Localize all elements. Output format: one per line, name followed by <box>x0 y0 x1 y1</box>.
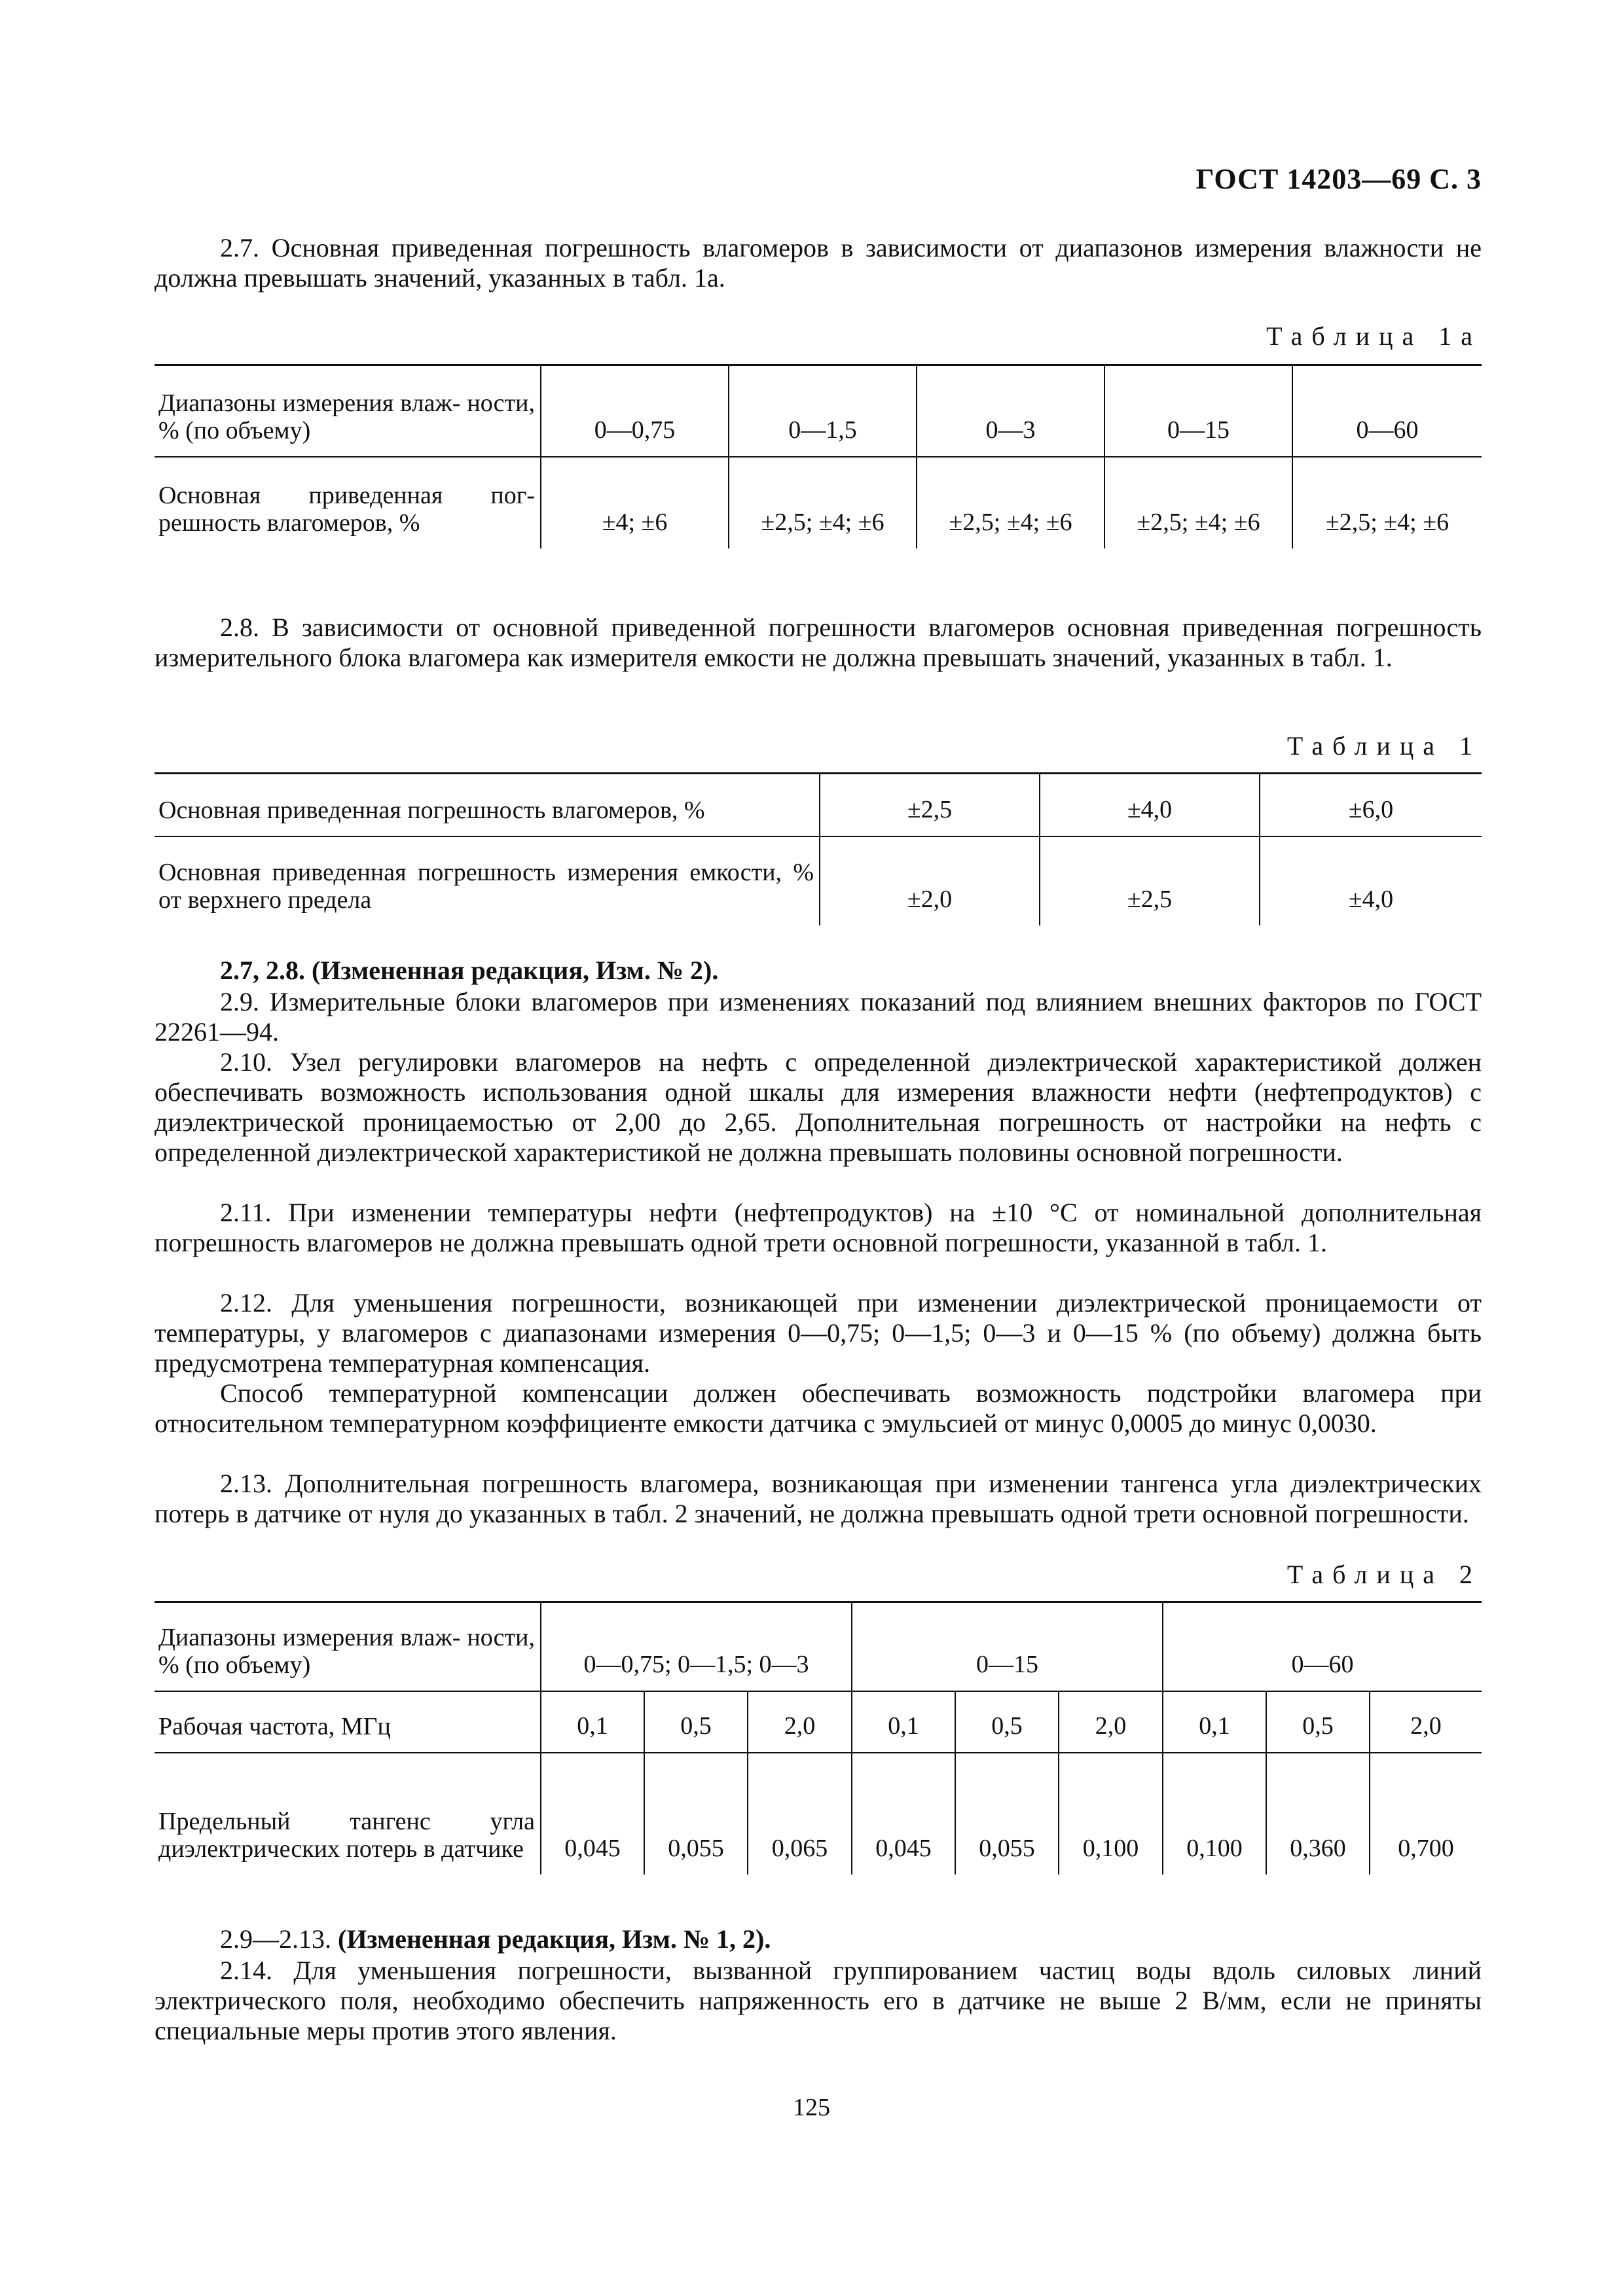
table-2 <box>155 1601 1482 1874</box>
table-cell: 0,100 <box>1059 1753 1163 1874</box>
table-1a-label: Таблица 1а <box>1266 321 1482 351</box>
table-cell: ±4,0 <box>1260 836 1482 925</box>
table-1a <box>155 364 1482 548</box>
table-cell: ±2,5; ±4; ±6 <box>917 457 1104 548</box>
table-2-row3-label: Предельный тангенс угла диэлектрических потерь в датчике <box>155 1753 541 1874</box>
paragraph-2-12: 2.12. Для уменьшения погрешности, возникающей при изменении диэлектрической проницаемости от температуры, у влагомеров с диапазонами измерения 0—0,75; 0—1,5; 0—3 и 0—15 % (по объему) должна быть предусмотрена температурная компенсация. <box>155 1288 1482 1378</box>
table-cell: 0,100 <box>1163 1753 1266 1874</box>
table-cell: 0—3 <box>917 365 1104 457</box>
table-row <box>155 836 1482 925</box>
table-row <box>155 1691 1482 1753</box>
table-cell: 0,5 <box>644 1691 748 1753</box>
table-cell: 0,045 <box>541 1753 644 1874</box>
paragraph-2-11: 2.11. При изменении температуры нефти (нефтепродуктов) на ±10 °С от номинальной дополнительная погрешность влагомеров не должна превышать одной трети основной погрешности, указанной в табл. 1. <box>155 1198 1482 1257</box>
edition-note-2 <box>155 1924 1482 1954</box>
table-row <box>155 1753 1482 1874</box>
table-cell: 0—15 <box>1104 365 1292 457</box>
table-cell: ±2,5; ±4; ±6 <box>729 457 917 548</box>
table-2-row2-label: Рабочая частота, МГц <box>155 1691 541 1753</box>
table-cell: 2,0 <box>1370 1691 1482 1753</box>
table-cell: ±2,5; ±4; ±6 <box>1292 457 1482 548</box>
page-header: ГОСТ 14203—69 С. 3 <box>1195 163 1482 195</box>
table-cell: 0—60 <box>1163 1602 1482 1691</box>
paragraph-2-10: 2.10. Узел регулировки влагомеров на нефть с определенной диэлектрической характеристикой должен обеспечивать возможность использования одной шкалы для измерения влажности нефти (нефтепродуктов) с диэлектрической проницаемостью от 2,00 до 2,65. Дополнительная погрешность от настройки на нефть с определенной диэлектрической характеристикой не должна превышать половины основной погрешности. <box>155 1047 1482 1167</box>
table-cell: ±2,0 <box>820 836 1040 925</box>
table-row <box>155 774 1482 836</box>
paragraph-2-8: 2.8. В зависимости от основной приведенной погрешности влагомеров основная приведенная погрешность измерительного блока влагомера как измерителя емкости не должна превышать значений, указанных в табл. 1. <box>155 613 1482 672</box>
table-row <box>155 365 1482 457</box>
paragraph-2-7: 2.7. Основная приведенная погрешность влагомеров в зависимости от диапазонов измерения влажности не должна превышать значений, указанных в табл. 1а. <box>155 233 1482 293</box>
table-cell: ±6,0 <box>1260 774 1482 836</box>
table-cell: 0,360 <box>1266 1753 1370 1874</box>
table-1a-row1-label: Диапазоны измерения влаж- ности, % (по объему) <box>155 365 541 457</box>
table-cell: 0,1 <box>541 1691 644 1753</box>
edition-note-2-text: (Измененная редакция, Изм. № 1, 2). <box>338 1924 771 1954</box>
table-cell: ±4,0 <box>1040 774 1260 836</box>
paragraph-2-9: 2.9. Измерительные блоки влагомеров при изменениях показаний под влиянием внешних факторов по ГОСТ 22261—94. <box>155 987 1482 1047</box>
table-cell: 0—1,5 <box>729 365 917 457</box>
table-1 <box>155 772 1482 925</box>
paragraph-2-12-method: Способ температурной компенсации должен обеспечивать возможность подстройки влагомера при относительном температурном коэффициенте емкости датчика с эмульсией от минус 0,0005 до минус 0,0030. <box>155 1378 1482 1438</box>
table-cell: 0—60 <box>1292 365 1482 457</box>
table-1-row2-label: Основная приведенная погрешность измерения емкости, % от верхнего предела <box>155 836 820 925</box>
table-cell: 0,5 <box>1266 1691 1370 1753</box>
table-cell: ±4; ±6 <box>541 457 729 548</box>
table-row <box>155 1602 1482 1691</box>
table-cell: ±2,5 <box>820 774 1040 836</box>
table-cell: ±2,5; ±4; ±6 <box>1104 457 1292 548</box>
table-2-row1-label: Диапазоны измерения влаж- ности, % (по объему) <box>155 1602 541 1691</box>
table-cell: 0,700 <box>1370 1753 1482 1874</box>
table-cell: 2,0 <box>1059 1691 1163 1753</box>
table-row <box>155 457 1482 548</box>
table-1a-row2-label: Основная приведенная пог- решность влагомеров, % <box>155 457 541 548</box>
table-cell: 0—0,75 <box>541 365 729 457</box>
page-number: 125 <box>793 2094 830 2121</box>
table-cell: 2,0 <box>748 1691 852 1753</box>
table-1-label: Таблица 1 <box>1286 731 1482 761</box>
table-cell: ±2,5 <box>1040 836 1260 925</box>
table-cell: 0,5 <box>955 1691 1059 1753</box>
edition-note-2-number: 2.9—2.13. <box>220 1924 331 1954</box>
paragraph-2-14: 2.14. Для уменьшения погрешности, вызванной группированием частиц воды вдоль силовых линий электрического поля, необходимо обеспечить напряженность его в датчике не выше 2 В/мм, если не приняты специальные меры против этого явления. <box>155 1956 1482 2045</box>
edition-note-1: 2.7, 2.8. (Измененная редакция, Изм. № 2). <box>220 956 719 985</box>
table-cell: 0,065 <box>748 1753 852 1874</box>
table-cell: 0,045 <box>852 1753 955 1874</box>
table-cell: 0,055 <box>644 1753 748 1874</box>
table-1-row1-label: Основная приведенная погрешность влагомеров, % <box>155 774 820 836</box>
table-cell: 0,1 <box>1163 1691 1266 1753</box>
table-cell: 0—15 <box>852 1602 1163 1691</box>
paragraph-2-13: 2.13. Дополнительная погрешность влагомера, возникающая при изменении тангенса угла диэлектрических потерь в датчике от нуля до указанных в табл. 2 значений, не должна превышать одной трети основной погрешности. <box>155 1469 1482 1528</box>
table-2-label: Таблица 2 <box>1286 1560 1482 1589</box>
table-cell: 0,055 <box>955 1753 1059 1874</box>
table-cell: 0,1 <box>852 1691 955 1753</box>
table-cell: 0—0,75; 0—1,5; 0—3 <box>541 1602 852 1691</box>
